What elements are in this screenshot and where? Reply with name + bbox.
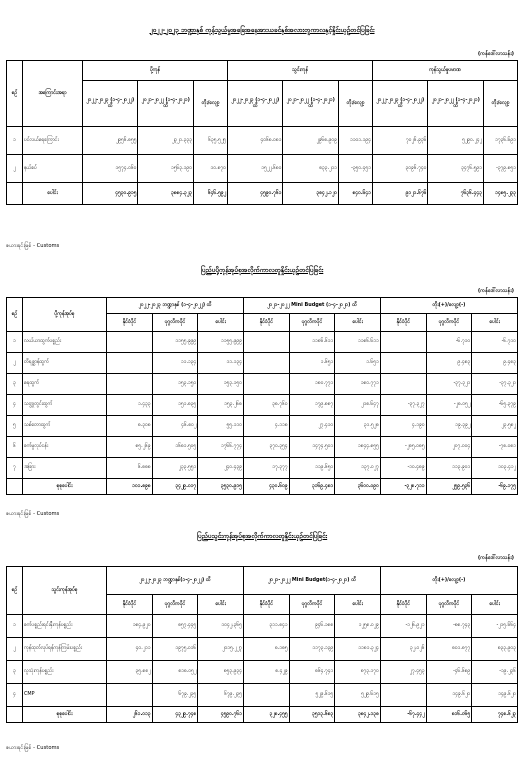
table-cell: ၂၀၁၅.၂၂၇ [198, 638, 244, 661]
row-number: ၃ [7, 374, 23, 395]
row-number: ၁ [7, 127, 23, 155]
row-label: ကုန်ထုတ်လုပ်ရန်ကုန်ကြမ်းပစ္စည်း [23, 638, 107, 661]
sub-header-cell: ၂၀၂၂-၂၀၂၃ (၁-၄-၂၀၂၂) ထိ [83, 81, 138, 127]
section3-unit: (ကန်ဒေါ်လာသန်း) [477, 555, 514, 561]
table-cell: -၆.၇၁၀ [472, 332, 518, 353]
table-cell: ၁၅၁.၈၃၅ [152, 395, 198, 416]
table-cell: ၂၇.၄၅၃ [380, 661, 426, 684]
table-cell: -၂၈.၀၅၂ [426, 395, 472, 416]
row-number: ၂ [7, 353, 23, 374]
table-cell: ၁၈၀.၇၇၁ [335, 374, 381, 395]
table-cell: -၄၆.၆၈၉ [426, 661, 472, 684]
table-row [7, 638, 518, 661]
row-number: ၂ [7, 638, 23, 661]
total-cell: ၃၂၈.၄၅၅ [243, 707, 289, 723]
total-spacer [7, 707, 23, 723]
total-cell: ၄၃၀.၆၀၉ [243, 479, 289, 495]
table-cell: ၁၁၇၃.၁၃၉ [289, 638, 335, 661]
table-cell [107, 353, 153, 374]
table-row [7, 395, 518, 416]
table-cell: ၆၇၉.၂၃၅ [152, 684, 198, 707]
row-label: သတ္တုတွင်းထွက် [23, 395, 107, 416]
table-cell: ၂၀၇.၀၀၄ [426, 437, 472, 458]
table-cell [380, 332, 426, 353]
table-cell: ၁.၆၅၁ [335, 353, 381, 374]
table-cell: ၉.၄၈၃ [426, 353, 472, 374]
row-label: သစ်တောထွက် [23, 416, 107, 437]
sub-header-cell: ပေါင်း [472, 595, 518, 615]
table-cell: ၁၅၆၃.၁၉၀ [138, 155, 193, 183]
sub-header-cell: ၂၀၂၂-၂၀၂၃ (၁-၄-၂၀၂၂) ထိ [228, 81, 283, 127]
table-cell: ၄၀၆၈.၀၈၁ [228, 127, 283, 155]
table-cell: ၃၄၇၆.၅၉၁ [428, 155, 484, 183]
total-row [7, 183, 518, 205]
table-row [7, 416, 518, 437]
sub-header-cell: ပုဂ္ဂလိကပိုင် [152, 595, 198, 615]
table-cell: ၈၃၃.၉၀၃ [472, 638, 518, 661]
table-cell: ၈၀၁.၈၇၇ [426, 638, 472, 661]
sub-header-cell: တိုး/လျော့ [484, 81, 518, 127]
row-number: ၆ [7, 437, 23, 458]
table-cell: ၈၇၃.၁၇၀ [335, 661, 381, 684]
table-cell: -၂၁၅.၆၆၄ [472, 615, 518, 638]
total-cell: ၃၈၄၂.၁၂၀ [283, 183, 338, 205]
total-cell: ၃၈၄၂.၁၃၈ [335, 707, 381, 723]
section1-source-note: ဇယားရင်းမြစ် - Customs [6, 243, 60, 249]
sub-header-cell: ပေါင်း [335, 314, 381, 332]
row-label: တိရစ္ဆာန်ထွက် [23, 353, 107, 374]
col-item-header: ပို့ကုန်အုပ်စု [23, 298, 107, 332]
table-cell: ၄၀.၂၁၁ [107, 638, 153, 661]
total-cell: ၄၃၂၉.၇၄၈ [152, 707, 198, 723]
sub-header-cell: ၂၀၂၁-၂၀၂၂ (၁-၄-၂၀၂၁) ထိ [138, 81, 193, 127]
total-cell: ၉၁၂၁.၆၇၆ [372, 183, 427, 205]
table-cell: -၂၈၅.၀၈၅ [380, 437, 426, 458]
group-header: ကုန်သွယ်မှုပမာဏ [372, 61, 517, 81]
row-label: စက်ပစ္စည်းရင်းနှီးကုန်ပစ္စည်း [23, 615, 107, 638]
table-cell: ၁၇.၃၇၇ [243, 458, 289, 479]
table-cell: ၁၀၄၂.၃၆၅ [198, 615, 244, 638]
sub-header-cell: ၂၀၂၂-၂၀၂၃ (၁-၄-၂၀၂၂) ထိ [372, 81, 427, 127]
sub-header-cell: ပေါင်း [198, 314, 244, 332]
sub-header-cell: ၂၀၂၁-၂၀၂၂ (၁-၄-၂၀၂၁) ထိ [283, 81, 338, 127]
total-cell: ၁၀၁.၈၉၈ [107, 479, 153, 495]
section1-title: ၂၀၂၂-၂၀၂၃ ဘဏ္ဍာနှစ် ကုန်သွယ်မှုအခြေအနေအားယခင်နှစ်အလားတူကာလနှင့်နှိုင်းယှဉ်တင်ပြခြင်း [149, 26, 375, 34]
table-cell: ၆၃၅.၅၂၅ [193, 127, 227, 155]
table-cell: ၆၇၉.၂၃၅ [198, 684, 244, 707]
table-cell: ၂၃၃.၅၅၁ [152, 458, 198, 479]
table-cell: ၄.၁၉၀ [380, 416, 426, 437]
total-cell: ၃၅၁၃.၆၈၃ [289, 707, 335, 723]
table-cell: -၃၇.၃၂၁ [472, 374, 518, 395]
total-row [7, 479, 518, 495]
table-cell: ၂၃.၅၈၂ [472, 416, 518, 437]
table-cell: ၈၁၈.၀၅၂ [152, 661, 198, 684]
row-number: ၁ [7, 332, 23, 353]
table-row [7, 458, 518, 479]
row-number: ၄ [7, 395, 23, 416]
row-label: ရေထွက် [23, 374, 107, 395]
table-cell [107, 374, 153, 395]
table-cell: ၈၆၄.၇၄၁ [289, 661, 335, 684]
table-row [7, 332, 518, 353]
table-cell: ၁၁၈၆.၆၁၁ [335, 332, 381, 353]
table-cell: ၁၁၃.၉၀၁ [426, 458, 472, 479]
table-cell: -၈၈.၇၄၃ [426, 615, 472, 638]
row-label: ပင်လယ်ရေကြောင်း [23, 127, 83, 155]
table-row [7, 155, 518, 183]
group-header: တိုး(+)/လျော့(-) [380, 298, 517, 314]
table-cell: ၅၅.၁၁၀ [198, 416, 244, 437]
table-cell: ၁.၆၅၁ [289, 353, 335, 374]
total-label: စုစုပေါင်း [23, 707, 107, 723]
table-cell: -၁၀.၄၈၉ [380, 458, 426, 479]
table-cell: ၂၇.၄၁၀ [289, 416, 335, 437]
row-label: လယ်ယာထွက်ပစ္စည်း [23, 332, 107, 353]
table-cell: ၁၈၀.၇၇၁ [289, 374, 335, 395]
table-cell: ၂၉၆၈.၉၀၉ [283, 127, 338, 155]
group-header: ၂၀၂၂-၂၀၂၃ ဘဏ္ဍာနှစ်(၁-၄-၂၀၂၂) ထိ [107, 567, 244, 595]
table-cell: -၆၅.၃၇၉ [472, 395, 518, 416]
row-number: ၃ [7, 661, 23, 684]
table-cell: ၁၁၀၁.၁၉၄ [338, 127, 372, 155]
table-cell: ၁၄၇၄.၅၀၁ [289, 437, 335, 458]
table-cell: ၁.၄၃၃ [107, 395, 153, 416]
table-cell: ၁၅၃.၁၅၀ [198, 374, 244, 395]
table-cell: ၂၁၈.၆၄၇ [335, 395, 381, 416]
total-cell: ၇၆၃၆.၄၄၃ [428, 183, 484, 205]
table-cell: ၅၂၉.၆၁၅ [289, 684, 335, 707]
table-cell: ၈၅၃.၉၃၄ [198, 661, 244, 684]
col-sr-header: စဉ် [7, 567, 23, 615]
table-cell: -၁၂၆.၉၂၁ [380, 615, 426, 638]
sub-header-cell: နိုင်ငံပိုင် [380, 595, 426, 615]
table-cell: -၃၇၉.၈၅၁ [484, 155, 518, 183]
group-header: ၂၀၂၁-၂၀၂၂ Mini Budget (၁-၄-၂၀၂၁) ထိ [243, 298, 380, 314]
table-cell: ၅၂၉၀.၂၄၂ [428, 127, 484, 155]
section3-title: ပြည်ပသွင်းကုန်အုပ်စုအလိုက်ကာလတူနှိုင်းယှဉ်တင်ပြခြင်း [196, 532, 328, 540]
table-cell: ၁၁.၁၃၄ [152, 353, 198, 374]
total-cell: ၇၄၈.၆၂၃ [472, 707, 518, 723]
sub-header-cell: နိုင်ငံပိုင် [243, 595, 289, 615]
table-cell: ၁၁၉.၆၅၀ [289, 458, 335, 479]
table-cell: ၃၀၉၆.၇၄၀ [372, 155, 427, 183]
group-header: သွင်းကုန် [228, 61, 373, 81]
table-cell: ၃၁.၅၂၈ [335, 416, 381, 437]
table-cell: ၄.၁၁၈ [243, 416, 289, 437]
table-cell: ၁၆၈၁.၅၀၅ [152, 437, 198, 458]
total-cell: ၂၅၉.၅၃၆ [426, 479, 472, 495]
table-cell: ၁၈၄၄.၈၅၅ [335, 437, 381, 458]
row-number: ၂ [7, 155, 23, 183]
import-group-table [6, 566, 518, 723]
sub-header-cell: ပုဂ္ဂလိကပိုင် [289, 314, 335, 332]
total-cell: ၆၄၆.၅၉၂ [193, 183, 227, 205]
table-cell: -၇၈.၀၈၁ [472, 437, 518, 458]
table-cell: ၉.၄၈၃ [472, 353, 518, 374]
total-cell: -၆၇.၄၄၂ [380, 707, 426, 723]
table-cell: ၁၁၅၅.၉၉၉ [198, 332, 244, 353]
table-cell [380, 353, 426, 374]
table-cell: ၁၂၅၈.၀၂၉ [335, 615, 381, 638]
total-label: ပေါင်း [23, 183, 83, 205]
table-cell [107, 684, 153, 707]
sub-header-cell: ပေါင်း [472, 314, 518, 332]
group-header: ပို့ကုန် [83, 61, 228, 81]
row-number: ၁ [7, 615, 23, 638]
row-label: လူသုံးကုန်ပစ္စည်း [23, 661, 107, 684]
sub-header-cell: ပုဂ္ဂလိကပိုင် [426, 314, 472, 332]
row-label: အခြား [23, 458, 107, 479]
row-label: စက်မှုလုပ်ငန်း [23, 437, 107, 458]
total-cell: ၁၄၈၅.၂၃၃ [484, 183, 518, 205]
total-cell: ၃၈၈၄.၃၂၃ [138, 183, 193, 205]
group-header: တိုး(+)/လျော့(-) [380, 567, 517, 595]
table-cell: ၂၃၂၁.၃၃၃ [138, 127, 193, 155]
col-sr-header: စဉ် [7, 298, 23, 332]
table-cell: ၁၈၄.၉၂၀ [107, 615, 153, 638]
table-cell: ၁၁၅၅.၉၉၉ [152, 332, 198, 353]
table-cell: ၁၄၉.၆၂၀ [426, 684, 472, 707]
table-cell: ၁၇၉.၈၈၇ [289, 395, 335, 416]
group-header: ၂၀၂၁-၂၀၂၂ Mini Budget(၁-၄-၂၀၂၁) ထိ [243, 567, 380, 595]
table-cell: ၈၃၃.၂၁၁ [283, 155, 338, 183]
table-cell: ၁၀.၈၇၀ [193, 155, 227, 183]
table-cell: -၃၅၀.၄၅၁ [338, 155, 372, 183]
sub-header-cell: နိုင်ငံပိုင် [107, 595, 153, 615]
table-cell: ၂၉၅၆.၈၅၅ [83, 127, 138, 155]
total-cell: ၃၆၀၀.၀၉၀ [335, 479, 381, 495]
table-cell: ၁၇၃၆.၆၉၁ [484, 127, 518, 155]
col-sr-header: စဉ် [7, 61, 23, 127]
table-cell: ၃၂.၀၂၆ [380, 638, 426, 661]
table-cell: ၇၀၂၆.၉၃၆ [372, 127, 427, 155]
group-header: ၂၀၂၂-၂၀၂၃ ဘဏ္ဍာနှစ် (၁-၄-၂၀၂၂) ထိ [107, 298, 244, 314]
total-cell: ၄၅၃၀.၉၁၅ [83, 183, 138, 205]
table-cell: ၁၅၇၄.၀၆၀ [83, 155, 138, 183]
sub-header-cell: ပုဂ္ဂလိကပိုင် [426, 595, 472, 615]
table-cell: ၁၉၇၅.၀၁၆ [152, 638, 198, 661]
table-cell: ၃၁၁.၈၄၁ [243, 615, 289, 638]
table-cell [380, 374, 426, 395]
total-cell: ၈၁၆.၀၆၅ [426, 707, 472, 723]
table-row [7, 374, 518, 395]
table-cell: -၁၉.၂၃၆ [472, 661, 518, 684]
sub-header-cell: တိုး/လျော့ [193, 81, 227, 127]
table-cell: -၆.၇၁၀ [426, 332, 472, 353]
table-cell: ၁၁.၁၃၄ [198, 353, 244, 374]
col-item-header: သွင်းကုန်အုပ်စု [23, 567, 107, 615]
table-cell: ၁၇၆၆.၇၇၄ [198, 437, 244, 458]
sub-header-cell: နိုင်ငံပိုင် [380, 314, 426, 332]
table-cell: ၁၉.၃၉၂ [426, 416, 472, 437]
table-row [7, 615, 518, 638]
table-cell [380, 684, 426, 707]
table-cell: ၄၆.၈၀၂ [152, 416, 198, 437]
row-number: ၇ [7, 458, 23, 479]
total-cell: ၄၅၉၀.၇၆၁ [198, 707, 244, 723]
section1-unit: (ကန်ဒေါ်လာသန်း) [477, 51, 514, 57]
table-cell: ၁၅၃.၁၅၀ [152, 374, 198, 395]
table-cell [107, 332, 153, 353]
table-row [7, 353, 518, 374]
table-cell: -၃၇.၃၂၁ [426, 374, 472, 395]
total-spacer [7, 183, 23, 205]
table-cell: ၈၅.၂၆၉ [107, 437, 153, 458]
row-label: CMP [23, 684, 107, 707]
table-cell: ၁၁၈၁.၃၂၄ [335, 638, 381, 661]
sub-header-cell: နိုင်ငံပိုင် [107, 314, 153, 332]
total-cell: ၃၄၂၉.၀၁၇ [152, 479, 198, 495]
table-row [7, 437, 518, 458]
trade-summary-table [6, 60, 518, 205]
sub-header-cell: ပေါင်း [335, 595, 381, 615]
table-cell: ၁၃၇.၀၂၇ [335, 458, 381, 479]
total-label: စုစုပေါင်း [23, 479, 107, 495]
row-number: ၄ [7, 684, 23, 707]
table-cell: ၁၁၈၆.၆၁၁ [289, 332, 335, 353]
table-row [7, 661, 518, 684]
row-number: ၅ [7, 416, 23, 437]
row-label: နယ်စပ် [23, 155, 83, 183]
table-cell: ၉၄၆.၁၈၈ [289, 615, 335, 638]
sub-header-cell: ၂၀၂၁-၂၀၂၂ (၁-၄-၂၀၂၁) ထိ [428, 81, 484, 127]
total-cell: ၄၅၉၀.၇၆၁ [228, 183, 283, 205]
table-cell: ၃၅.၈၈၂ [107, 661, 153, 684]
table-cell: ၈.၁၈၅ [243, 638, 289, 661]
table-cell: ၁၅၂၂.၆၈၀ [228, 155, 283, 183]
table-cell [243, 374, 289, 395]
table-cell: ၈.၃၀၈ [107, 416, 153, 437]
table-cell: -၃၇.၃၂၇ [380, 395, 426, 416]
table-cell: ၁၀၃.၄၁၂ [472, 458, 518, 479]
table-cell [243, 332, 289, 353]
table-cell: ၅၂၉.၆၁၅ [335, 684, 381, 707]
export-group-table [6, 297, 518, 495]
col-item-header: အကြောင်းအရာ [23, 61, 83, 127]
table-cell [243, 684, 289, 707]
table-cell: ၁၅၃.၂၆၈ [198, 395, 244, 416]
table-row [7, 127, 518, 155]
section3-source-note: ဇယားရင်းမြစ် - Customs [6, 745, 60, 751]
table-cell: ၁၄၉.၆၂၀ [472, 684, 518, 707]
total-cell: ၈၄၀.၆၄၁ [338, 183, 372, 205]
total-cell: ၃၁၆၉.၄၈၁ [289, 479, 335, 495]
section2-unit: (ကန်ဒေါ်လာသန်း) [477, 288, 514, 294]
sub-header-row [7, 81, 518, 127]
section2-title: ပြည်ပပို့ကုန်အုပ်စုအလိုက်ကာလတူနှိုင်းယှဉ်တင်ပြခြင်း [200, 266, 324, 274]
total-spacer [7, 479, 23, 495]
total-cell: -၆၉.၁၇၅ [472, 479, 518, 495]
sub-header-cell: နိုင်ငံပိုင် [243, 314, 289, 332]
total-cell: ၃၅၃၀.၉၁၅ [198, 479, 244, 495]
table-cell: ၃၇၀.၃၅၄ [243, 437, 289, 458]
table-cell: ၂၄၀.၄၃၉ [198, 458, 244, 479]
sub-header-cell: ပုဂ္ဂလိကပိုင် [152, 314, 198, 332]
total-cell: -၃၂၈.၇၁၁ [380, 479, 426, 495]
table-cell: ၈.၄၂၉ [243, 661, 289, 684]
section2-source-note: ဇယားရင်းမြစ် - Customs [6, 511, 60, 517]
sub-header-cell: ပေါင်း [198, 595, 244, 615]
table-cell: ၈၅၇.၄၄၅ [152, 615, 198, 638]
total-cell: ၂၆၁.၀၁၃ [107, 707, 153, 723]
total-row [7, 707, 518, 723]
table-row [7, 684, 518, 707]
sub-header-cell: ပုဂ္ဂလိကပိုင် [289, 595, 335, 615]
table-cell [243, 353, 289, 374]
table-cell: ၆.၈၈၈ [107, 458, 153, 479]
table-cell: ၃၈.၇၆၀ [243, 395, 289, 416]
sub-header-cell: တိုး/လျော့ [338, 81, 372, 127]
